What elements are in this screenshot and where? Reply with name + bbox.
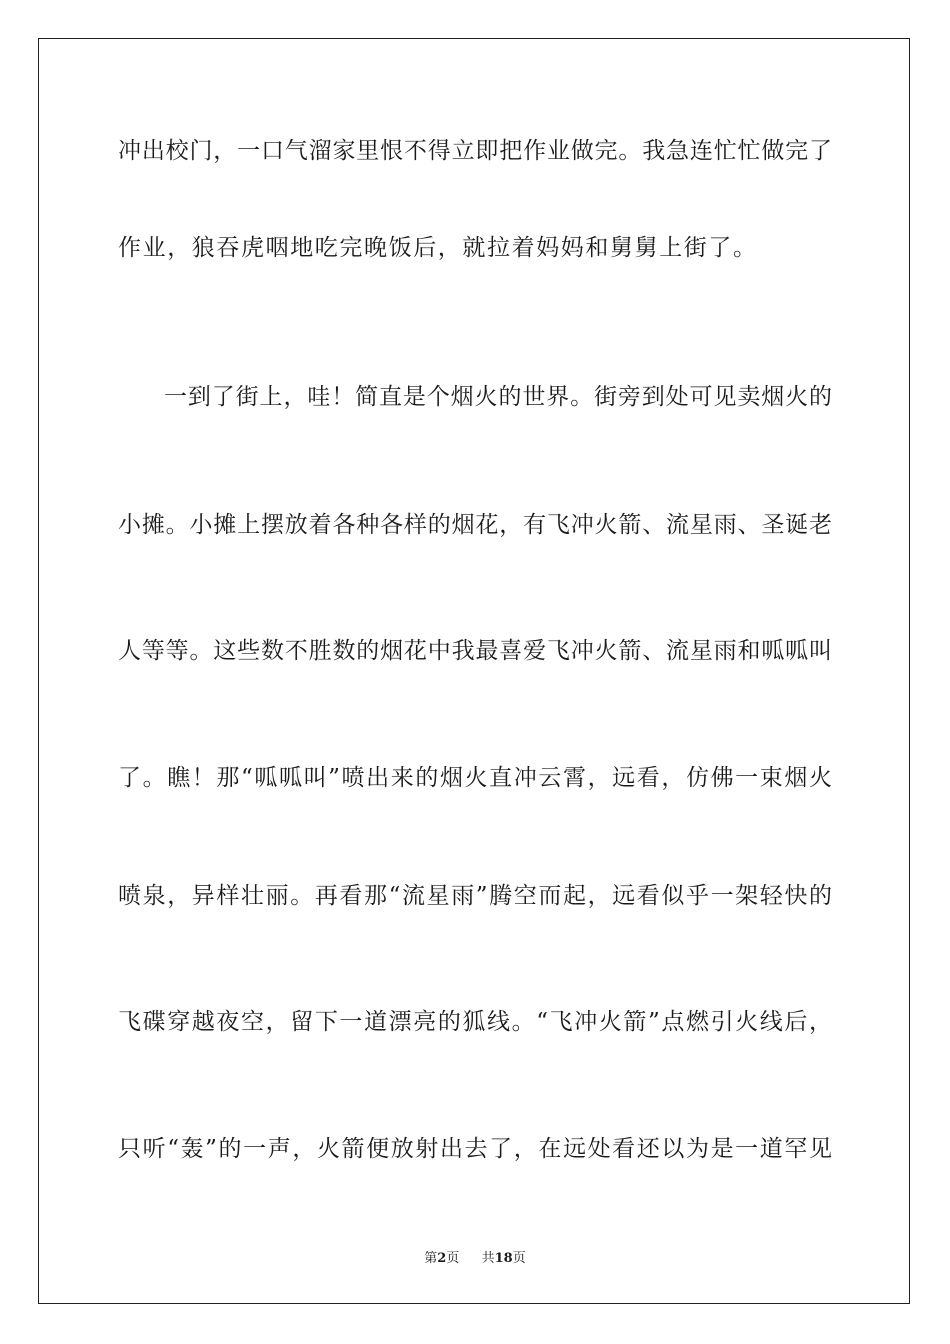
page-suffix: 页 [446,1251,460,1266]
body-line-4: 小摊。小摊上摆放着各种各样的烟花，有飞冲火箭、流星雨、圣诞老 [118,512,832,538]
body-line-8: 飞碟穿越夜空，留下一道漂亮的狐线。“飞冲火箭”点燃引火线后， [118,1009,832,1035]
page-border [38,38,910,1304]
body-line-9: 只听“轰”的一声，火箭便放射出去了，在远处看还以为是一道罕见 [118,1136,832,1162]
page-number: 2 [437,1251,447,1266]
total-pages: 18 [494,1251,513,1266]
body-line-1: 冲出校门，一口气溜家里恨不得立即把作业做完。我急连忙忙做完了 [118,138,832,164]
body-line-6: 了。瞧！那“呱呱叫”喷出来的烟火直冲云霄，远看，仿佛一束烟火 [118,765,832,791]
body-line-3: 一到了街上，哇！简直是个烟火的世界。街旁到处可见卖烟火的 [164,384,832,410]
total-suffix: 页 [512,1251,526,1266]
page-prefix: 第 [424,1251,438,1266]
body-line-5: 人等等。这些数不胜数的烟花中我最喜爱飞冲火箭、流星雨和呱呱叫 [118,638,832,664]
total-prefix: 共 [481,1251,495,1266]
body-line-7: 喷泉，异样壮丽。再看那“流星雨”腾空而起，远看似乎一架轻快的 [118,883,832,909]
page-footer [0,1247,950,1266]
body-line-2: 作业，狼吞虎咽地吃完晚饭后，就拉着妈妈和舅舅上街了。 [118,235,758,261]
